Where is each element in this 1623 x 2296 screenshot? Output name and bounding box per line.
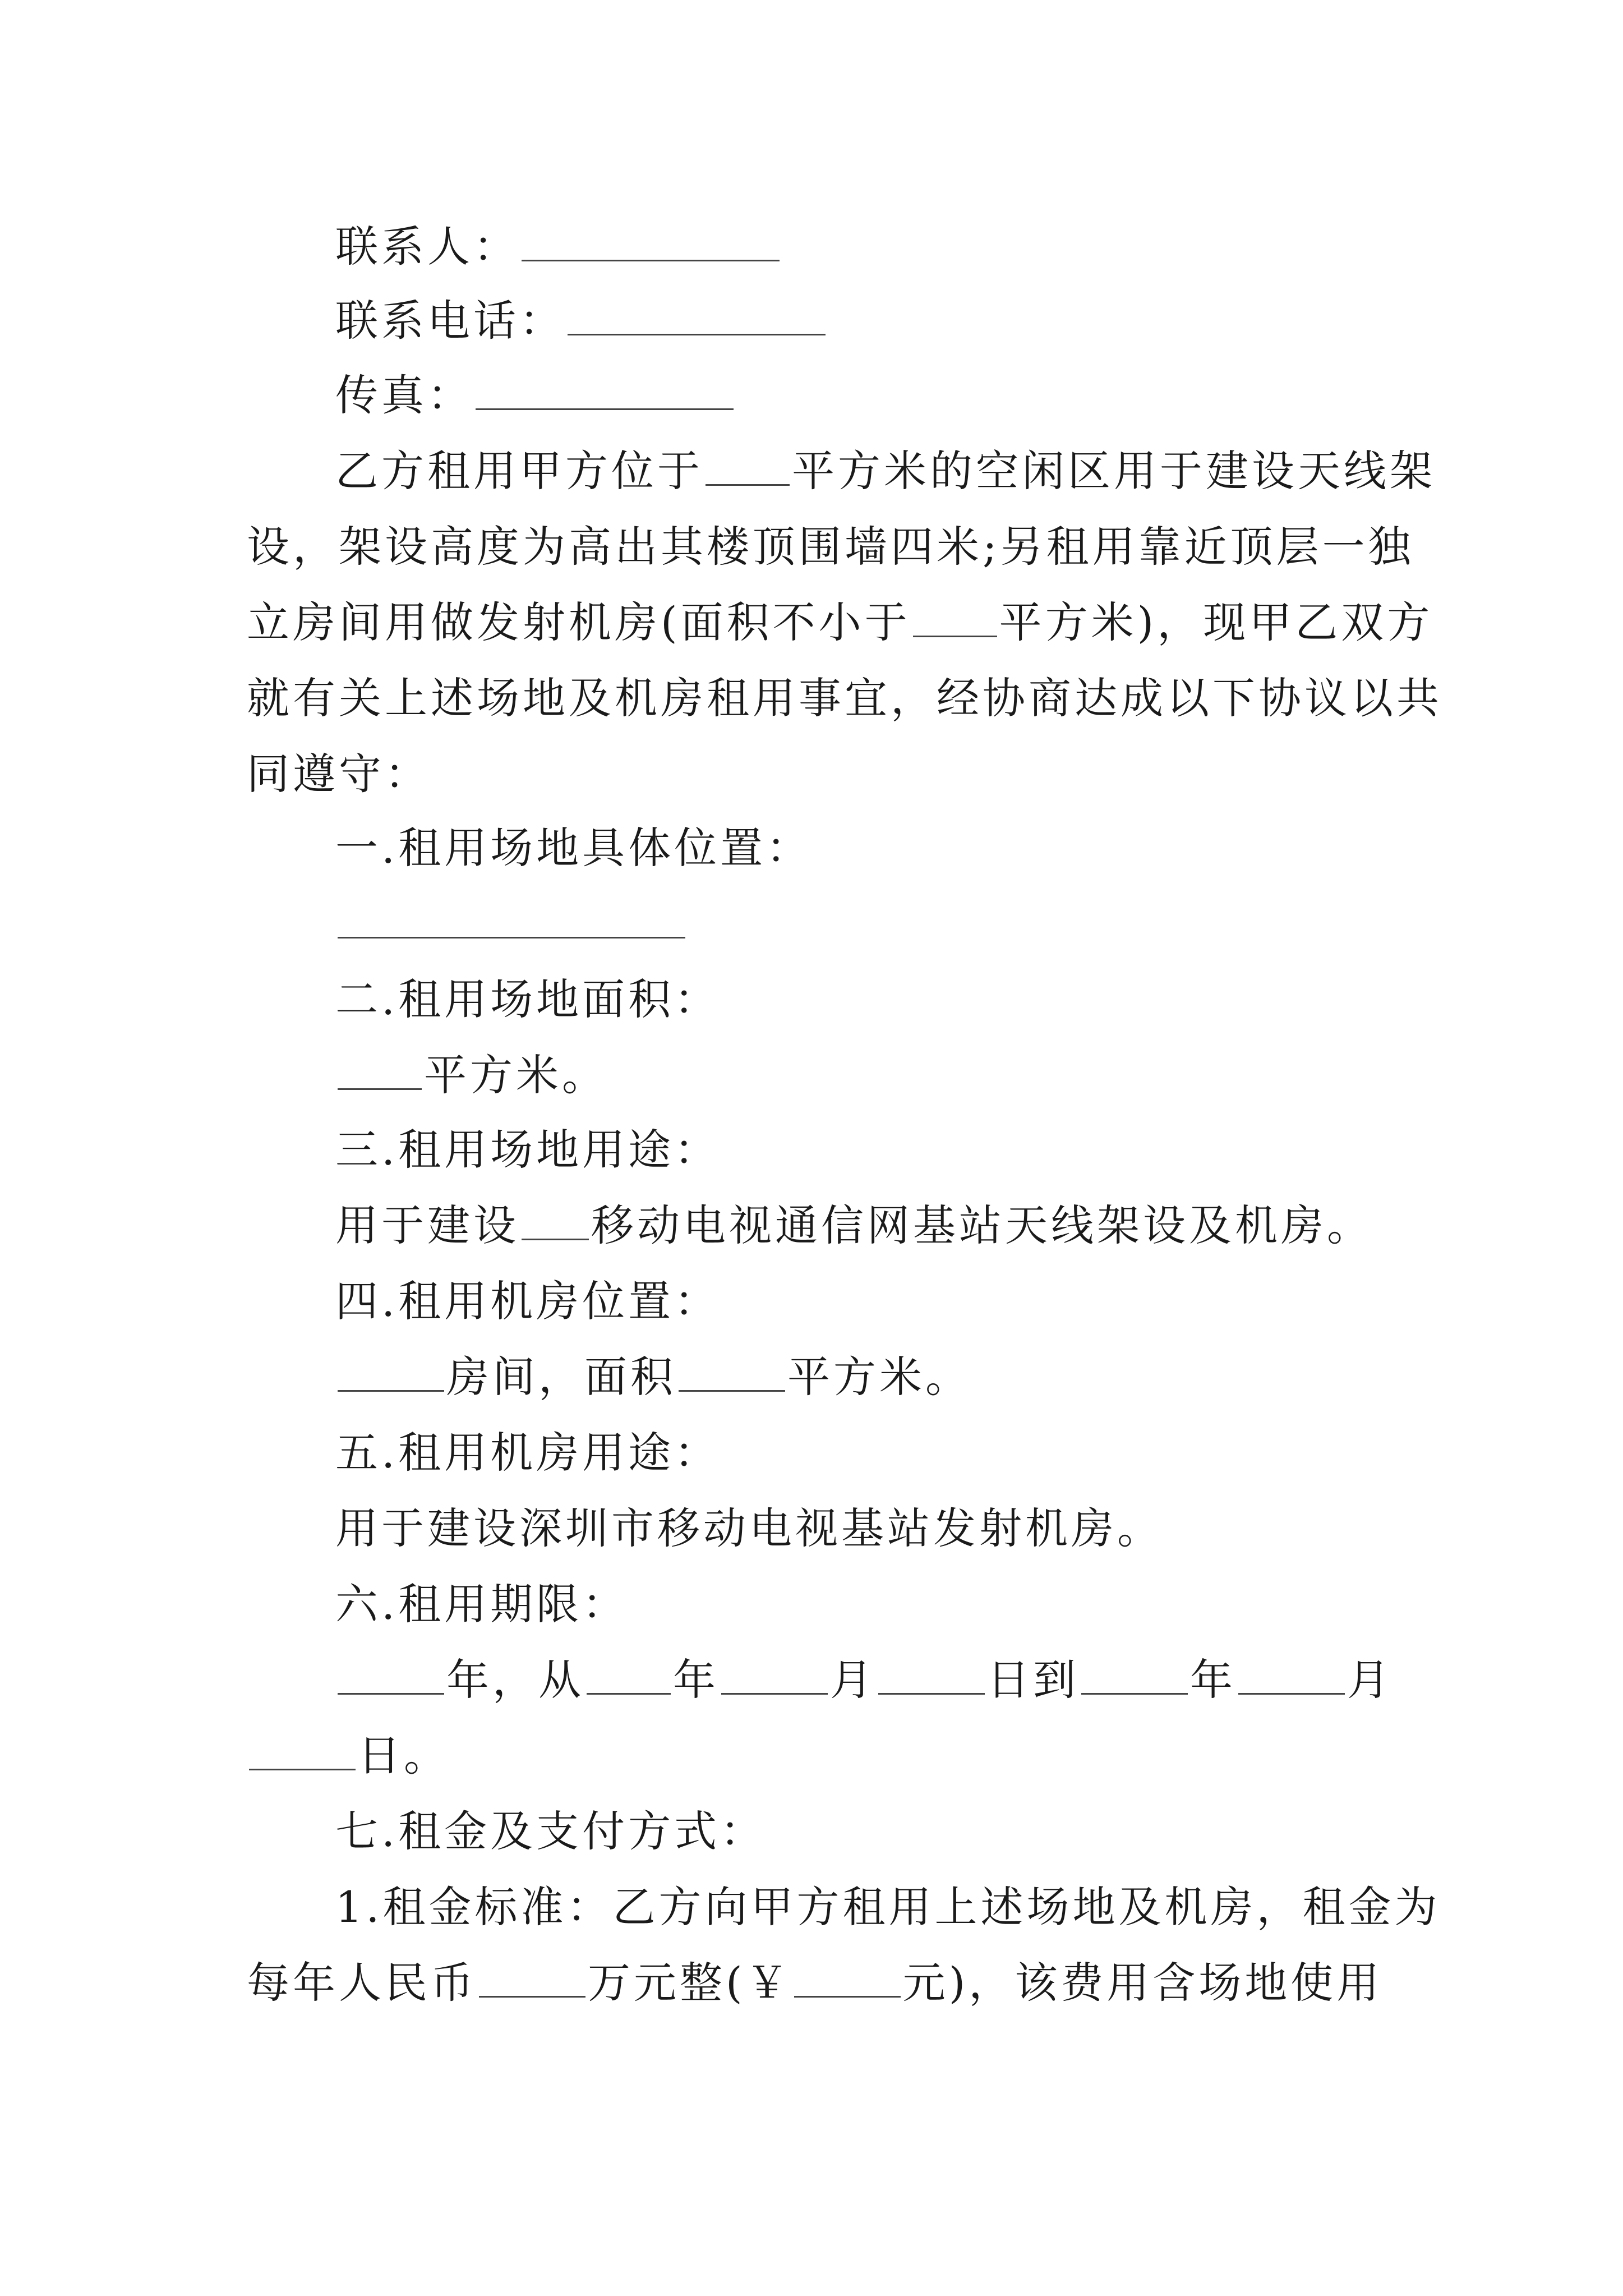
contact-person-label: 联系人： [335, 222, 519, 272]
paragraph-text: 乙方租用甲方位于 [335, 446, 703, 496]
section-heading-text: 六.租用期限： [335, 1579, 629, 1629]
contact-person-line [335, 219, 1380, 275]
section-value-text: 房间，面积 [446, 1352, 676, 1402]
paragraph-line-4 [247, 670, 1442, 726]
section-value-text: 元)，该费用含场地使用 [902, 1958, 1383, 2008]
room-blank [338, 1351, 444, 1392]
section-value-text: 移动电视通信网基站天线架设及机房。 [591, 1200, 1373, 1250]
start-year-blank [587, 1654, 671, 1695]
contact-person-blank [522, 220, 780, 261]
section-value-text: 日到 [987, 1655, 1079, 1705]
section-value-text: 平方米。 [424, 1050, 608, 1100]
section-heading-text: 一.租用场地具体位置： [335, 823, 813, 873]
section-value-text: 每年人民币 [247, 1958, 477, 2008]
paragraph-text: 同遵守： [247, 749, 431, 799]
section-value-text: 平方米。 [787, 1352, 971, 1402]
end-day-blank [249, 1729, 356, 1770]
section-value-text: 日。 [358, 1731, 450, 1780]
section-value-text: 1.租金标准：乙方向甲方租用上述场地及机房，租金为 [335, 1882, 1441, 1932]
room-area-blank [913, 596, 997, 637]
section-heading-text: 三.租用场地用途： [335, 1125, 721, 1175]
section-4-value [335, 1349, 1380, 1405]
section-3-value [335, 1198, 1380, 1254]
section-6-heading [335, 1576, 1380, 1632]
location-blank [338, 898, 685, 938]
section-value-text: 月 [830, 1655, 876, 1705]
contact-phone-blank [568, 295, 826, 335]
section-1-blank-line [335, 896, 1380, 952]
term-years-blank [338, 1654, 444, 1695]
section-value-text: 万元整(￥ [588, 1958, 792, 2008]
section-6-value [335, 1652, 1393, 1708]
section-5-value [335, 1501, 1380, 1557]
paragraph-text: 立房间用做发射机房(面积不小于 [247, 597, 911, 647]
section-3-heading [335, 1122, 1380, 1178]
section-heading-text: 五.租用机房用途： [335, 1428, 721, 1478]
contact-phone-label: 联系电话： [335, 296, 565, 346]
contact-phone-line [335, 293, 1380, 349]
paragraph-text: 就有关上述场地及机房租用事宜，经协商达成以下协议以共 [247, 673, 1442, 723]
end-month-blank [1238, 1654, 1345, 1695]
paragraph-line-1 [335, 443, 1436, 499]
rent-yuan-blank [794, 1957, 901, 1998]
section-7-line-2 [247, 1955, 1383, 2011]
section-value-text: 年，从 [446, 1655, 584, 1705]
section-5-heading [335, 1425, 1380, 1481]
paragraph-line-2 [247, 519, 1414, 575]
room-size-blank [679, 1351, 785, 1392]
paragraph-text: 平方米的空闲区用于建设天线架 [792, 446, 1436, 496]
area-blank [706, 445, 790, 486]
section-2-heading [335, 972, 1380, 1028]
section-6-value-cont [247, 1728, 1380, 1784]
paragraph-text: 设，架设高度为高出其楼顶围墙四米;另租用靠近顶层一独 [247, 522, 1414, 572]
rent-wan-blank [479, 1957, 585, 1998]
site-area-blank [338, 1049, 422, 1090]
section-heading-text: 二.租用场地面积： [335, 974, 721, 1024]
fax-line [335, 367, 1380, 424]
section-4-heading [335, 1273, 1380, 1329]
section-value-text: 年 [1190, 1655, 1236, 1705]
fax-label: 传真： [335, 370, 473, 420]
section-value-text: 年 [673, 1655, 719, 1705]
section-value-text: 用于建设深圳市移动电视基站发射机房。 [335, 1503, 1163, 1553]
section-value-text: 月 [1347, 1655, 1393, 1705]
section-heading-text: 七.租金及支付方式： [335, 1806, 767, 1856]
section-2-value [335, 1047, 1380, 1103]
section-value-text: 用于建设 [335, 1200, 519, 1250]
paragraph-line-5 [247, 746, 1380, 802]
section-7-line-1 [335, 1879, 1441, 1935]
paragraph-line-3 [247, 595, 1433, 651]
purpose-blank [522, 1199, 589, 1240]
paragraph-text: 平方米)，现甲乙双方 [999, 597, 1433, 647]
start-month-blank [721, 1654, 828, 1695]
end-year-blank [1081, 1654, 1188, 1695]
section-1-heading [335, 820, 1380, 876]
fax-blank [476, 369, 734, 410]
start-day-blank [878, 1654, 985, 1695]
section-heading-text: 四.租用机房位置： [335, 1276, 721, 1326]
section-7-heading [335, 1803, 1380, 1860]
